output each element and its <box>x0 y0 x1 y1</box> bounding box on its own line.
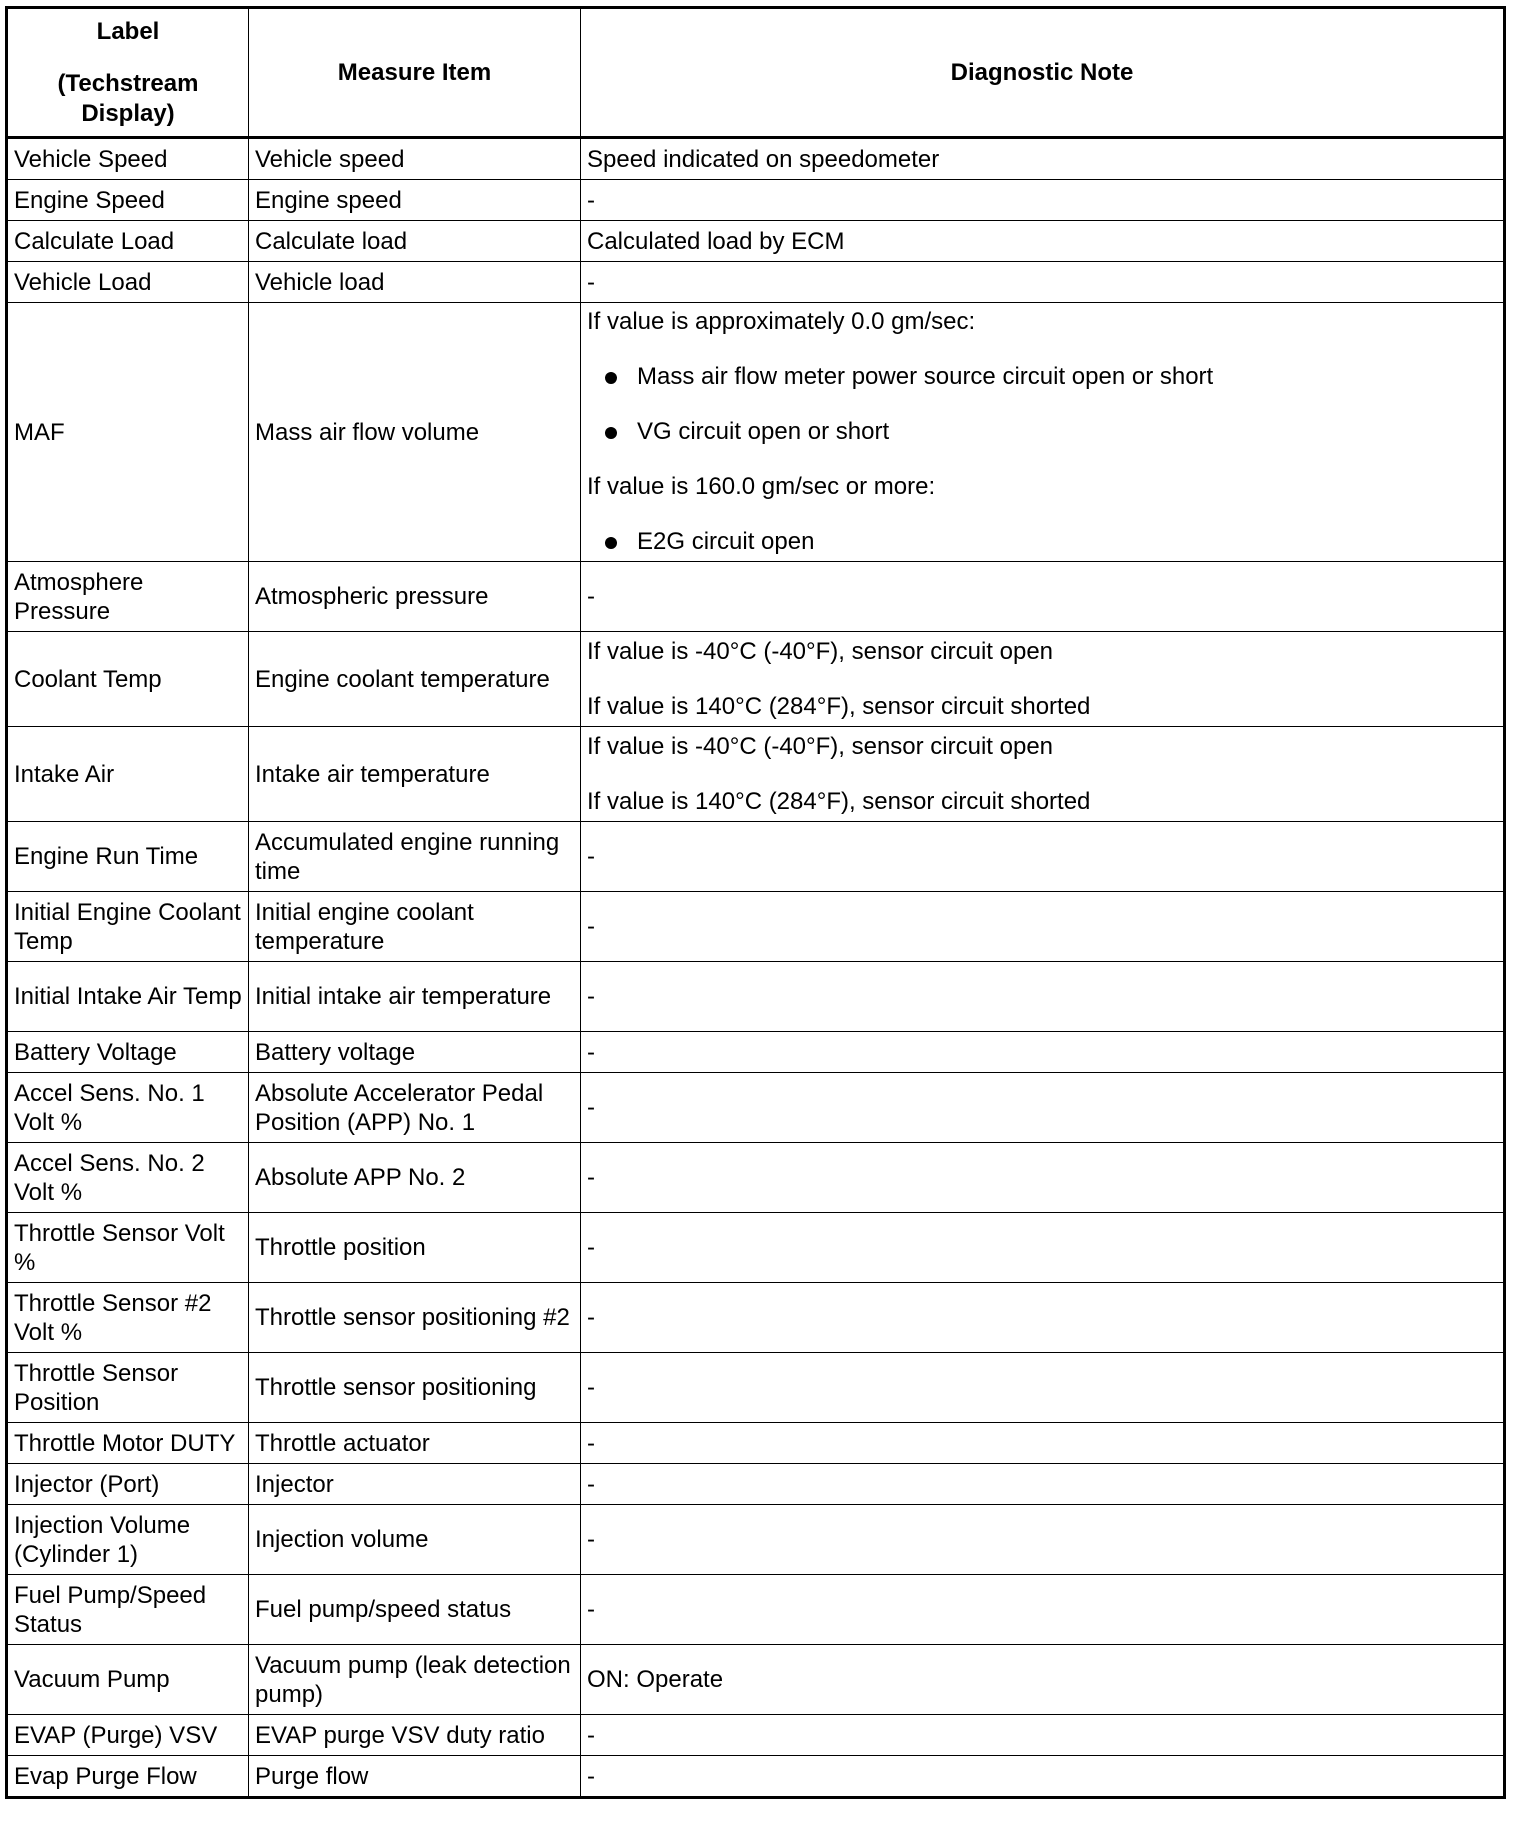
cell-label: Vehicle Speed <box>7 138 249 180</box>
cell-label: Throttle Motor DUTY <box>7 1423 249 1464</box>
table-row <box>7 262 1505 303</box>
cell-label: Injection Volume (Cylinder 1) <box>7 1505 249 1575</box>
table-row <box>7 962 1505 1032</box>
table-row <box>7 1464 1505 1505</box>
cell-measure: Fuel pump/speed status <box>249 1575 581 1645</box>
note-line: If value is 140°C (284°F), sensor circuit shorted <box>587 692 1091 720</box>
cell-measure: Purge flow <box>249 1756 581 1798</box>
table-row <box>7 1505 1505 1575</box>
cell-note <box>581 632 1505 727</box>
cell-label: Vehicle Load <box>7 262 249 303</box>
cell-label: Calculate Load <box>7 221 249 262</box>
cell-note: - <box>581 1032 1505 1073</box>
table-row <box>7 1143 1505 1213</box>
table-row <box>7 892 1505 962</box>
cell-label: Battery Voltage <box>7 1032 249 1073</box>
cell-note: - <box>581 822 1505 892</box>
cell-measure: Atmospheric pressure <box>249 562 581 632</box>
cell-measure: Injector <box>249 1464 581 1505</box>
cell-note: - <box>581 1756 1505 1798</box>
cell-measure: Injection volume <box>249 1505 581 1575</box>
cell-note: - <box>581 1283 1505 1353</box>
cell-measure: Throttle position <box>249 1213 581 1283</box>
cell-note: - <box>581 1073 1505 1143</box>
cell-label: Intake Air <box>7 727 249 822</box>
cell-note: - <box>581 1353 1505 1423</box>
cell-measure: Calculate load <box>249 221 581 262</box>
table-row <box>7 1575 1505 1645</box>
table-header-row <box>7 8 1505 138</box>
cell-label: Accel Sens. No. 2 Volt % <box>7 1143 249 1213</box>
cell-note: - <box>581 892 1505 962</box>
cell-label: Coolant Temp <box>7 632 249 727</box>
cell-note <box>581 727 1505 822</box>
header-label: Label (Techstream Display) <box>7 8 249 138</box>
note-line: If value is 160.0 gm/sec or more: <box>587 473 936 500</box>
table-row <box>7 303 1505 562</box>
cell-label: Throttle Sensor Position <box>7 1353 249 1423</box>
cell-measure: Throttle actuator <box>249 1423 581 1464</box>
table-row <box>7 1032 1505 1073</box>
cell-note: Calculated load by ECM <box>581 221 1505 262</box>
note-line: If value is approximately 0.0 gm/sec: <box>587 308 976 335</box>
cell-measure: Vacuum pump (leak detection pump) <box>249 1645 581 1715</box>
cell-label: Throttle Sensor #2 Volt % <box>7 1283 249 1353</box>
cell-label: Atmosphere Pressure <box>7 562 249 632</box>
note-line: If value is -40°C (-40°F), sensor circuit open <box>587 732 1054 760</box>
table-row <box>7 138 1505 180</box>
cell-measure: Intake air temperature <box>249 727 581 822</box>
cell-label: Accel Sens. No. 1 Volt % <box>7 1073 249 1143</box>
cell-note: - <box>581 1213 1505 1283</box>
table-row <box>7 1353 1505 1423</box>
cell-measure: EVAP purge VSV duty ratio <box>249 1715 581 1756</box>
cell-measure: Throttle sensor positioning <box>249 1353 581 1423</box>
cell-label: Engine Speed <box>7 180 249 221</box>
cell-note: - <box>581 1464 1505 1505</box>
table-row <box>7 221 1505 262</box>
cell-measure: Vehicle speed <box>249 138 581 180</box>
header-measure-item: Measure Item <box>249 8 581 138</box>
table-row <box>7 562 1505 632</box>
note-bullet: E2G circuit open <box>587 527 1497 557</box>
cell-label: EVAP (Purge) VSV <box>7 1715 249 1756</box>
cell-note: - <box>581 180 1505 221</box>
table-row <box>7 727 1505 822</box>
table-row <box>7 1756 1505 1798</box>
cell-note: Speed indicated on speedometer <box>581 138 1505 180</box>
cell-note: - <box>581 1575 1505 1645</box>
cell-note: - <box>581 1423 1505 1464</box>
cell-measure: Accumulated engine running time <box>249 822 581 892</box>
cell-label: Initial Intake Air Temp <box>7 962 249 1032</box>
table-row <box>7 1423 1505 1464</box>
cell-measure: Absolute APP No. 2 <box>249 1143 581 1213</box>
cell-label: MAF <box>7 303 249 562</box>
cell-note: - <box>581 1143 1505 1213</box>
table-row <box>7 632 1505 727</box>
cell-measure: Initial intake air temperature <box>249 962 581 1032</box>
table-row <box>7 1283 1505 1353</box>
cell-label: Vacuum Pump <box>7 1645 249 1715</box>
cell-measure: Engine speed <box>249 180 581 221</box>
cell-note <box>581 303 1505 562</box>
header-diagnostic-note: Diagnostic Note <box>581 8 1505 138</box>
cell-measure: Absolute Accelerator Pedal Position (APP) No. 1 <box>249 1073 581 1143</box>
cell-measure: Initial engine coolant temperature <box>249 892 581 962</box>
note-bullet: VG circuit open or short <box>587 417 1497 447</box>
cell-note: - <box>581 962 1505 1032</box>
note-bullet: Mass air flow meter power source circuit open or short <box>587 362 1497 392</box>
note-line: If value is 140°C (284°F), sensor circuit shorted <box>587 787 1091 815</box>
cell-label: Engine Run Time <box>7 822 249 892</box>
table-row <box>7 1715 1505 1756</box>
cell-note: - <box>581 1715 1505 1756</box>
cell-label: Initial Engine Coolant Temp <box>7 892 249 962</box>
table-row <box>7 1073 1505 1143</box>
table-row <box>7 1645 1505 1715</box>
cell-label: Fuel Pump/Speed Status <box>7 1575 249 1645</box>
cell-note: - <box>581 1505 1505 1575</box>
cell-label: Injector (Port) <box>7 1464 249 1505</box>
data-list-table <box>5 6 1506 1799</box>
cell-measure: Throttle sensor positioning #2 <box>249 1283 581 1353</box>
table-row <box>7 1213 1505 1283</box>
cell-note: ON: Operate <box>581 1645 1505 1715</box>
cell-note: - <box>581 562 1505 632</box>
cell-measure: Mass air flow volume <box>249 303 581 562</box>
cell-measure: Engine coolant temperature <box>249 632 581 727</box>
cell-note: - <box>581 262 1505 303</box>
note-line: If value is -40°C (-40°F), sensor circuit open <box>587 637 1054 665</box>
cell-label: Evap Purge Flow <box>7 1756 249 1798</box>
cell-measure: Vehicle load <box>249 262 581 303</box>
cell-label: Throttle Sensor Volt % <box>7 1213 249 1283</box>
table-row <box>7 180 1505 221</box>
table-row <box>7 822 1505 892</box>
cell-measure: Battery voltage <box>249 1032 581 1073</box>
